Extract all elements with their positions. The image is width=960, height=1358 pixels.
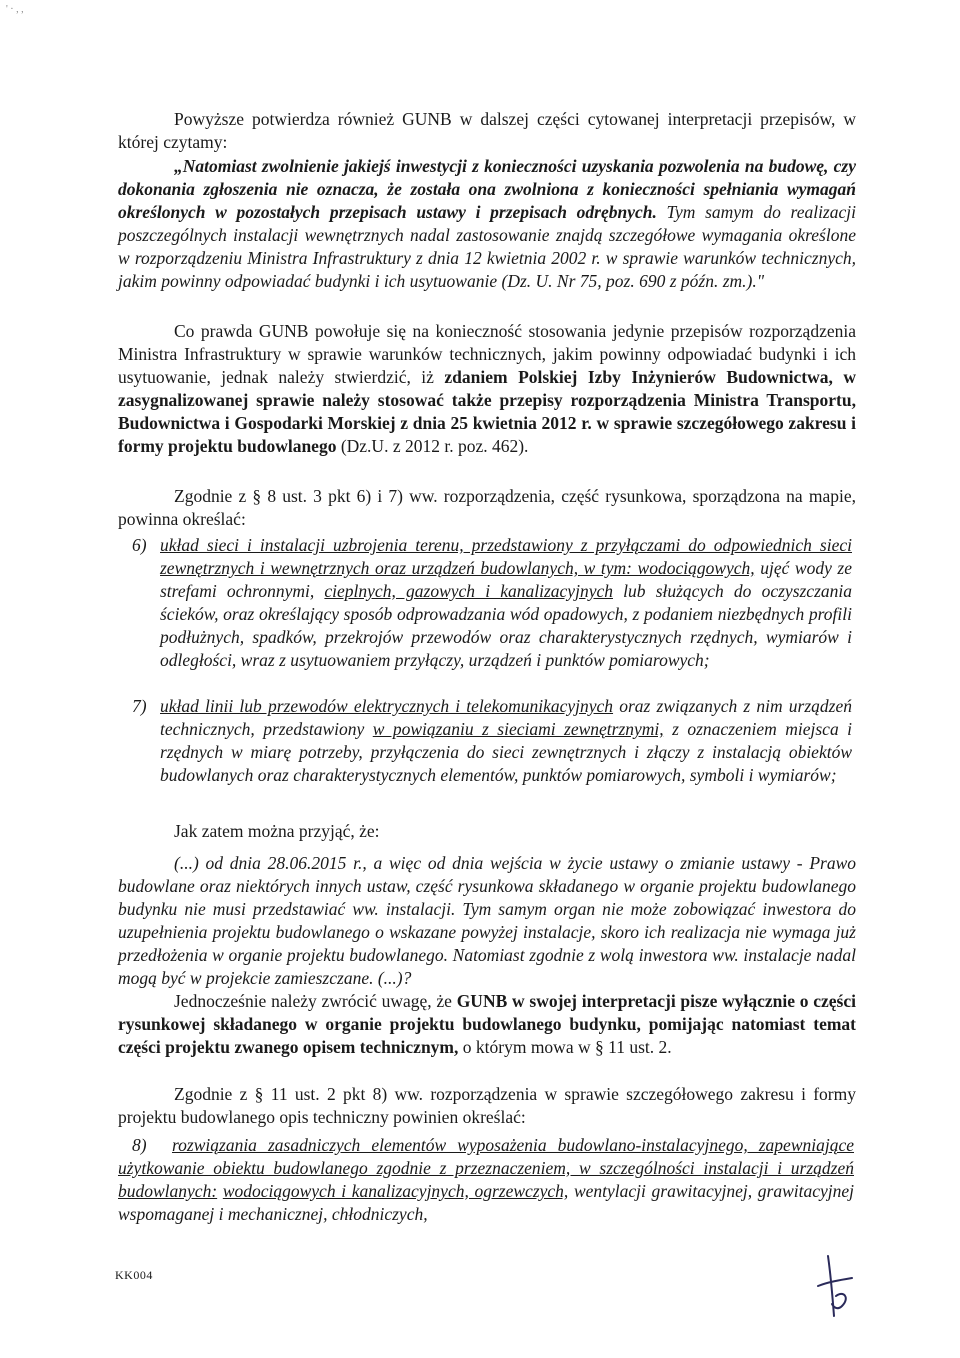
list-item-7-underlined-2: w powiązaniu z sieciami zewnętrznymi, (372, 719, 664, 739)
paragraph-piib-a: Co prawda GUNB powołuje się na konieczność stosowania jedynie przepisów rozporządzenia Ministra Infrastruktury w sprawie warunków technicznych, jakim powinny odpowiadać budynki i ich usytuowanie, jednak należy stwierdzić, iż (118, 321, 856, 387)
list-item-7-text-a: oraz związanych z nim urządzeń technicznych, przedstawiony (160, 696, 852, 739)
list-item-6-underlined: układ sieci i instalacji uzbrojenia terenu, przedstawiony z przyłączami do odpowiednich sieci zewnętrznych i wewnętrznych oraz urządzeń budowlanych, w tym: wodociągowych, (160, 535, 852, 578)
list-item-6-text-a: ujęć wody ze strefami ochronnymi, (160, 558, 852, 601)
list-item-6-text-b: lub służących do oczyszczania ścieków, oraz określający sposób odprowadzania wód opadowych, z podaniem niezbędnych profili podłużnych, spadków, przekrojów przewodów oraz charakterystycznych rzędnych, wymiarów i odległości, wraz z usytuowaniem przyłączy, urządzeń i punktów pomiarowych; (160, 581, 853, 670)
footer-document-code: KK004 (115, 1268, 153, 1282)
scan-marks: ' · , , (6, 4, 24, 15)
list-item-6-underlined-2: cieplnych, gazowych i kanalizacyjnych (324, 581, 613, 601)
quote-gunb-bold: „Natomiast zwolnienie jakiejś inwestycji z konieczności uzyskania pozwolenia na budowę, czy dokonania zgłoszenia nie oznacza, że została ona zwolniona z konieczności spełniania wymagań określonych w pozostałych przepisach ustawy i przepisach odrębnych. (118, 156, 856, 222)
list-item-6-number: 6) (132, 535, 147, 555)
paragraph-par11 (118, 1083, 856, 1129)
list-item-8-underlined: rozwiązania zasadniczych elementów wyposażenia budowlano-instalacyjnego, zapewniające użytkowanie obiektu budowlanego zgodnie z przeznaczeniem, w szczególności instalacji i urządzeń budowlanych: (118, 1135, 854, 1201)
paragraph-intro (118, 108, 856, 154)
paragraph-gunb-note (118, 990, 856, 1059)
paragraph-gunb-note-bold: GUNB w swojej interpretacji pisze wyłącznie o części rysunkowej składanego w organie projektu budowlanego budynku, pomijając natomiast temat części projektu zwanego opisem technicznym, (118, 991, 857, 1057)
quote-question (118, 852, 856, 990)
paragraph-piib-c: (Dz.U. z 2012 r. poz. 462). (336, 436, 529, 456)
paragraph-piib-bold: zdaniem Polskiej Izby Inżynierów Budownictwa, w zasygnalizowanej sprawie należy stosować także przepisy rozporządzenia Ministra Transportu, Budownictwa i Gospodarki Morskiej z dnia 25 kwietnia 2012 r. w sprawie szczegółowego zakresu i formy projektu budowlanego (118, 367, 856, 456)
paragraph-par8 (118, 485, 856, 531)
list-item-8-number: 8) (132, 1135, 147, 1155)
paragraph-gunb-note-a: Jednocześnie należy zwrócić uwagę, że (174, 991, 457, 1011)
list-item-7-text-b: z oznaczeniem miejsca i rzędnych w miarę potrzeby, przyłączenia do sieci zewnętrznych i złączy z instalacją obiektów budowlanych oraz charakterystycznych elementów, punktów pomiarowych, symboli i wymiarów; (160, 719, 852, 785)
paragraph-piib (118, 320, 856, 458)
quote-gunb (118, 155, 856, 293)
paragraph-intro-text: Powyższe potwierdza również GUNB w dalszej części cytowanej interpretacji przepisów, w której czytamy: (118, 109, 856, 152)
quote-gunb-rest: Tym samym do realizacji poszczególnych instalacji wewnętrznych nadal zastosowanie znajdą szczegółowe wymagania określone w rozporządzeniu Ministra Infrastruktury z dnia 12 kwietnia 2002 r. w sprawie warunków technicznych, jakim powinny odpowiadać budynki i ich usytuowanie (Dz. U. Nr 75, poz. 690 z późn. zm.)." (118, 202, 856, 291)
list-item-8-underlined-2: wodociągowych i kanalizacyjnych, ogrzewczych, (222, 1181, 569, 1201)
list-item-8 (118, 1134, 854, 1226)
paragraph-gunb-note-c: o którym mowa w § 11 ust. 2. (458, 1037, 672, 1057)
paragraph-par11-text: Zgodnie z § 11 ust. 2 pkt 8) ww. rozporządzenia w sprawie szczegółowego zakresu i formy projektu budowlanego opis techniczny powinien określać: (118, 1084, 856, 1127)
list-item-7 (132, 695, 852, 787)
paragraph-question-intro-text: Jak zatem można przyjąć, że: (174, 821, 380, 841)
signature-initials (810, 1250, 860, 1320)
list-item-7-number: 7) (132, 696, 147, 716)
paragraph-question-intro (174, 820, 854, 843)
paragraph-par8-text: Zgodnie z § 8 ust. 3 pkt 6) i 7) ww. rozporządzenia, część rysunkowa, sporządzona na mapie, powinna określać: (118, 486, 856, 529)
list-item-6 (132, 534, 852, 672)
list-item-7-underlined: układ linii lub przewodów elektrycznych i telekomunikacyjnych (160, 696, 614, 716)
quote-question-text: (...) od dnia 28.06.2015 r., a więc od dnia wejścia w życie ustawy o zmianie ustawy - Prawo budowlane oraz niektórych innych ustaw, część rysunkowa składanego w organie projektu budowlanego budynku nie musi przedstawiać ww. instalacji. Tym samym organ nie może zobowiązać inwestora do uzupełnienia projektu budowlanego o wskazane powyżej instalacje, skoro ich realizacja nie wymaga już przedłożenia w organie projektu budowlanego. Natomiast zgodnie z wolą inwestora ww. instalacje nadal mogą być w projekcie zamieszczane. (...)? (118, 853, 856, 988)
list-item-8-text-b: wentylacji grawitacyjnej, grawitacyjnej wspomaganej i mechanicznej, chłodniczych, (118, 1181, 855, 1224)
